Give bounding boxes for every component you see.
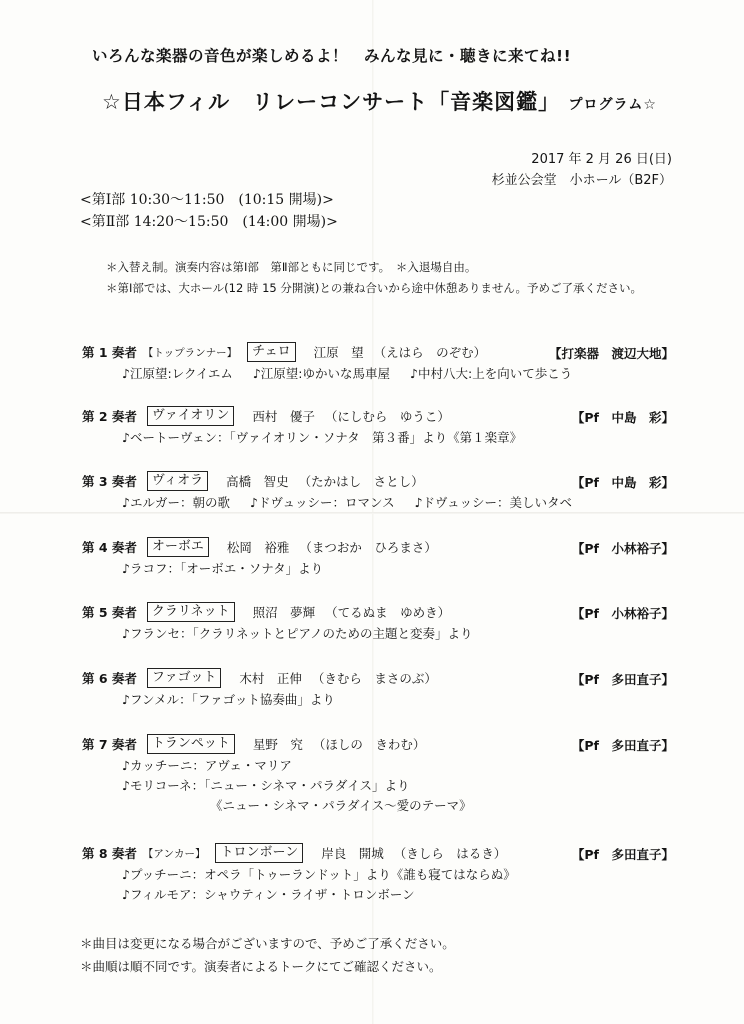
page-title bbox=[102, 86, 657, 116]
performer-header bbox=[82, 471, 674, 493]
event-date: 2017 年 2 月 26 日(日) bbox=[531, 152, 672, 167]
performer-7 bbox=[82, 734, 674, 816]
performer-header bbox=[82, 406, 674, 428]
performer-header bbox=[82, 602, 674, 624]
performer-3 bbox=[82, 471, 674, 513]
piece: ♪フランセ：「クラリネットとピアノのための主題と変奏」より bbox=[122, 626, 473, 641]
note-line-1: ＊入替え制。演奏内容は第Ⅰ部 第Ⅱ部ともに同じです。 ＊入退場自由。 bbox=[106, 260, 477, 274]
instrument-label: トランペット bbox=[147, 734, 235, 754]
piece-list bbox=[122, 364, 674, 384]
note-line-2: ＊第Ⅰ部では、大ホール(12 時 15 分開演)との兼ね合いから途中休憩ありません。予めご了承ください。 bbox=[106, 281, 643, 295]
performer-name: 照沼 夢輝 bbox=[252, 605, 316, 620]
piece-list bbox=[122, 428, 674, 448]
performer-4 bbox=[82, 537, 674, 579]
performer-header bbox=[82, 342, 674, 364]
performer-number: 第 1 奏者 bbox=[82, 345, 137, 360]
piece-list bbox=[122, 559, 674, 579]
accompanist: 【Pf 小林裕子】 bbox=[571, 606, 674, 621]
performer-role: 【アンカー】 bbox=[142, 847, 206, 860]
performer-name: 西村 優子 bbox=[252, 409, 315, 424]
performer-number: 第 5 奏者 bbox=[82, 605, 137, 620]
piece: ♪プッチーニ：オペラ「トゥーランドット」より《誰も寝てはならぬ》 bbox=[122, 867, 516, 882]
performer-8 bbox=[82, 843, 674, 905]
piece: ♪モリコーネ：「ニュー・シネマ・パラダイス」より bbox=[122, 778, 410, 793]
performer-1 bbox=[82, 342, 674, 384]
performer-name: 松岡 裕雅 bbox=[226, 540, 290, 555]
piece: ♪ベートーヴェン：「ヴァイオリン・ソナタ 第３番」より《第１楽章》 bbox=[122, 430, 523, 445]
instrument-label: ヴァイオリン bbox=[147, 406, 234, 426]
piece: 《ニュー・シネマ・パラダイス〜愛のテーマ》 bbox=[210, 798, 472, 813]
accompanist: 【Pf 中島 彩】 bbox=[571, 475, 674, 490]
tagline: いろんな楽器の音色が楽しめるよ！ みんな見に・聴きに来てね!! bbox=[92, 47, 572, 65]
instrument-label: クラリネット bbox=[147, 602, 235, 622]
piece-list bbox=[122, 690, 674, 710]
performer-reading: （まつおか ひろまさ） bbox=[299, 540, 437, 555]
instrument-label: トロンボーン bbox=[215, 843, 303, 863]
piece: ♪エルガー：朝の歌 bbox=[122, 495, 230, 510]
performer-header bbox=[82, 734, 674, 756]
title-tail: プログラム☆ bbox=[568, 97, 657, 113]
piece: ♪江原望:レクイエム bbox=[122, 366, 233, 381]
session-1: <第Ⅰ部 10:30〜11:50 (10:15 開場)> bbox=[80, 192, 334, 208]
performer-name: 木村 正伸 bbox=[239, 671, 302, 686]
accompanist: 【Pf 多田直子】 bbox=[571, 847, 674, 862]
performer-name: 江原 望 bbox=[313, 345, 364, 360]
performer-number: 第 6 奏者 bbox=[82, 671, 137, 686]
performer-reading: （えはら のぞむ） bbox=[373, 345, 487, 360]
piece: ♪ドヴュッシー：ロマンス bbox=[249, 495, 395, 510]
performer-name: 星野 究 bbox=[252, 737, 303, 752]
performer-reading: （たかはし さとし） bbox=[298, 474, 424, 489]
performer-name: 岸良 開城 bbox=[321, 846, 384, 861]
performer-2 bbox=[82, 406, 674, 448]
performer-header bbox=[82, 843, 674, 865]
instrument-label: オーボエ bbox=[147, 537, 209, 557]
performer-name: 高橋 智史 bbox=[226, 474, 289, 489]
title-main: ☆日本フィル リレーコンサート「音楽図鑑」 bbox=[102, 90, 561, 114]
event-venue: 杉並公会堂 小ホール（B2F） bbox=[491, 173, 672, 188]
performer-reading: （ほしの きわむ） bbox=[312, 737, 426, 752]
piece: ♪中村八大:上を向いて歩こう bbox=[410, 366, 573, 381]
performer-number: 第 3 奏者 bbox=[82, 474, 137, 489]
performer-5 bbox=[82, 602, 674, 644]
session-2: <第Ⅱ部 14:20〜15:50 (14:00 開場)> bbox=[80, 214, 338, 230]
accompanist: 【Pf 多田直子】 bbox=[571, 672, 674, 687]
accompanist: 【打楽器 渡辺大地】 bbox=[548, 346, 674, 361]
piece-list bbox=[122, 493, 674, 513]
instrument-label: チェロ bbox=[247, 342, 296, 362]
piece: ♪フィルモア：シャウティン・ライザ・トロンボーン bbox=[122, 887, 415, 902]
performer-reading: （きむら まさのぶ） bbox=[311, 671, 437, 686]
piece: ♪江原望:ゆかいな馬車屋 bbox=[252, 366, 391, 381]
piece-list bbox=[122, 624, 674, 644]
accompanist: 【Pf 多田直子】 bbox=[571, 738, 674, 753]
performer-number: 第 8 奏者 bbox=[82, 846, 137, 861]
performer-number: 第 2 奏者 bbox=[82, 409, 137, 424]
performer-number: 第 7 奏者 bbox=[82, 737, 137, 752]
performer-reading: （にしむら ゆうこ） bbox=[324, 409, 450, 424]
performer-header bbox=[82, 668, 674, 690]
performer-number: 第 4 奏者 bbox=[82, 540, 137, 555]
footer-note-2: ＊曲順は順不同です。演奏者によるトークにてご確認ください。 bbox=[80, 959, 442, 974]
piece: ♪フンメル：「ファゴット協奏曲」より bbox=[122, 692, 335, 707]
accompanist: 【Pf 小林裕子】 bbox=[571, 541, 674, 556]
performer-6 bbox=[82, 668, 674, 710]
instrument-label: ヴィオラ bbox=[147, 471, 208, 491]
piece: ♪ラコフ：「オーボエ・ソナタ」より bbox=[122, 561, 324, 576]
performer-header bbox=[82, 537, 674, 559]
performer-reading: （てるぬま ゆめき） bbox=[325, 605, 451, 620]
footer-note-1: ＊曲目は変更になる場合がございますので、予めご了承ください。 bbox=[80, 936, 455, 951]
piece: ♪ドヴュッシー：美しいタベ bbox=[414, 495, 573, 510]
performer-reading: （きしら はるき） bbox=[393, 846, 507, 861]
accompanist: 【Pf 中島 彩】 bbox=[571, 410, 674, 425]
piece: ♪カッチーニ：アヴェ・マリア bbox=[122, 758, 292, 773]
performer-role: 【トップランナー】 bbox=[142, 346, 238, 359]
instrument-label: ファゴット bbox=[147, 668, 221, 688]
